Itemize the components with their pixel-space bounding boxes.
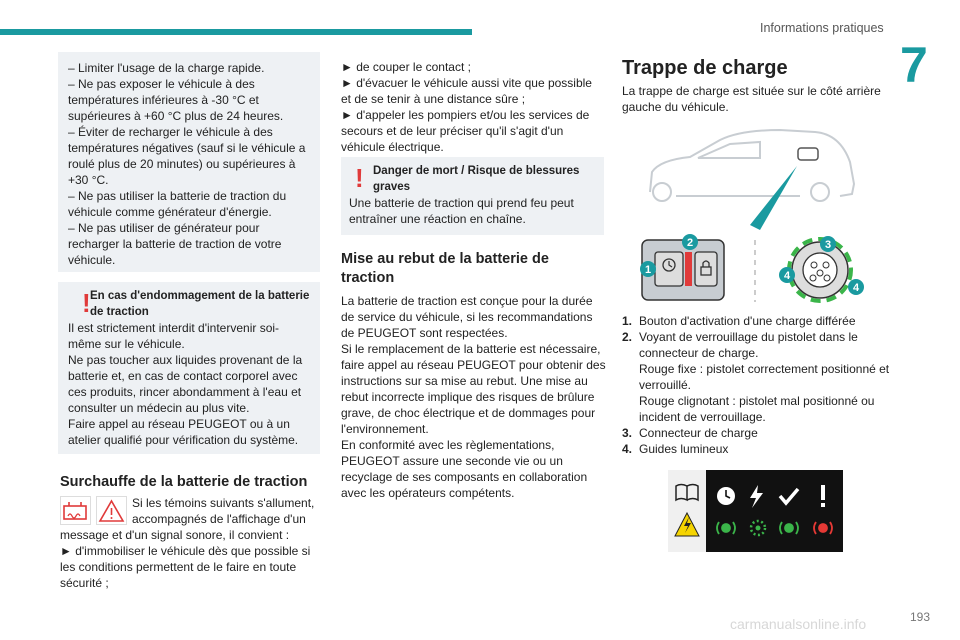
warning-text: Une batterie de traction qui prend feu peut entraîner une réaction en chaîne.	[349, 196, 574, 226]
car-silhouette-icon	[650, 130, 854, 201]
callout-1	[640, 261, 656, 277]
callout-4-right	[848, 279, 864, 295]
light-guide-states-panel	[668, 470, 843, 552]
exclamation-icon	[821, 485, 825, 507]
list-item: 4. Guides lumineux	[622, 442, 729, 456]
section-title-overheat: Surchauffe de la batterie de traction	[60, 474, 308, 490]
list-item: 1. Bouton d'activation d'une charge différée	[622, 314, 856, 328]
svg-text:1: 1	[644, 264, 652, 276]
list-item: 3. Connecteur de charge	[622, 426, 758, 440]
chapter-number: 7	[900, 37, 928, 93]
charge-flap-legend	[622, 313, 892, 457]
section-title-disposal: Mise au rebut de la batterie de traction	[341, 251, 549, 286]
svg-text:2: 2	[686, 237, 694, 249]
evacuation-steps: ► de couper le contact ; ► d'évacuer le véhicule aussi vite que possible et de se tenir à une distance sûre ; ► d'appeler les pompiers et/ou les services de secours et de leur préciser qu'il s'agit d'un véhicule électrique.	[341, 60, 592, 154]
pointer-arrow	[750, 166, 797, 230]
svg-text:4: 4	[852, 282, 860, 294]
callout-2	[682, 234, 698, 250]
warning-title: En cas d'endommagement de la batterie de traction	[90, 290, 310, 318]
warning-text: Il est strictement interdit d'intervenir soi-même sur le véhicule. Ne pas toucher aux liquides provenant de la batterie et, en cas de contact corporel avec ces produits, rincer abondamment à l'eau et consulter un médecin au plus vite. Faire appel au réseau PEUGEOT ou à un atelier qualifié pour vérification du système.	[68, 321, 303, 447]
charge-flap-diagram	[640, 122, 880, 308]
warning-icon: !	[82, 288, 91, 318]
callout-4-left	[779, 267, 795, 283]
charge-flap-intro: La trappe de charge est située sur le côté arrière gauche du véhicule.	[622, 84, 881, 114]
tips-text: – Limiter l'usage de la charge rapide. – Ne pas exposer le véhicule à des températures inférieures à -30 °C et supérieures à +60 °C plus de 24 heures. – Éviter de recharger le véhicule à des températures négatives (sauf si le véhicule a roulé plus de 20 minutes) ou supérieures à +30 °C. – Ne pas utiliser la batterie de traction du véhicule comme générateur d'énergie. – Ne pas utiliser de générateur pour recharger la batterie de traction de votre véhicule.	[68, 61, 306, 267]
charge-flap-door	[798, 148, 818, 160]
warning-title: Danger de mort / Risque de blessures graves	[373, 165, 580, 193]
warning-icon: !	[355, 163, 364, 193]
lock-indicator-light	[685, 252, 692, 286]
watermark: carmanualsonline.info	[730, 616, 867, 632]
clock-icon	[717, 487, 735, 505]
svg-text:3: 3	[824, 239, 832, 251]
overheat-intro: Si les témoins suivants s'allument, accompagnés de l'affichage d'un	[132, 496, 315, 526]
header-title: Informations pratiques	[760, 21, 884, 35]
header-accent-bar	[0, 29, 472, 35]
svg-text:4: 4	[783, 270, 791, 282]
callout-3	[820, 236, 836, 252]
page-number: 193	[910, 610, 931, 624]
overheat-text: message et d'un signal sonore, il convient : ► d'immobiliser le véhicule dès que possible si les conditions permettent de le faire en toute sécurité ;	[60, 528, 311, 590]
disposal-text: La batterie de traction est conçue pour la durée de service du véhicule, si les recommandations de PEUGEOT sont respectées. Si le remplacement de la batterie est nécessaire, faire appel au réseau PEUGEOT pour obtenir des instructions sur sa mise au rebut. Une mise au rebut incorrecte implique des risques de brûlure grave, de choc électrique et de dommages pour l'environnement. En conformité avec les règlementations, PEUGEOT assure une seconde vie ou un recyclage de ses composants en collaboration avec les opérateurs compétents.	[341, 294, 606, 500]
warning-box-fire	[341, 157, 604, 235]
warning-box-damage	[58, 282, 320, 454]
overheat-warning-lamps-icon	[60, 496, 128, 526]
section-title-charge-flap: Trappe de charge	[622, 57, 788, 79]
tips-box	[58, 52, 320, 272]
list-item: 2. Voyant de verrouillage du pistolet dans le connecteur de charge. Rouge fixe : pistolet correctement positionné et verrouillé. Rouge clignotant : pistolet mal positionné ou incident de verrouillage.	[622, 330, 890, 424]
